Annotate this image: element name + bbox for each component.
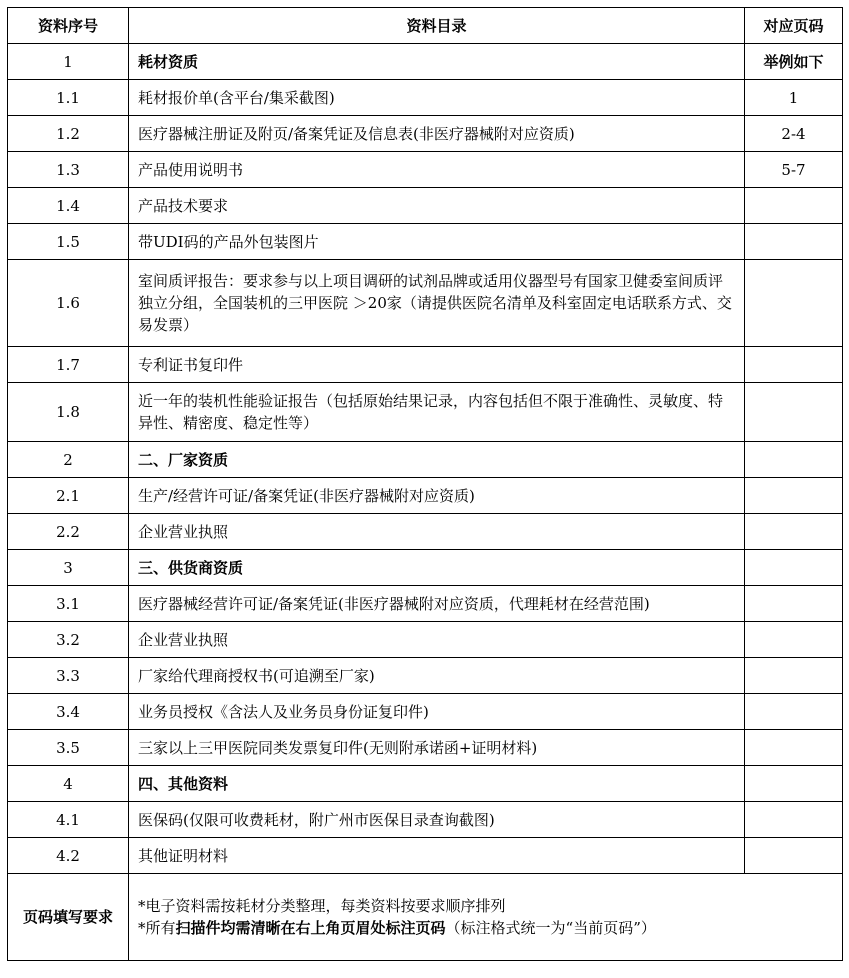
row-number: 4.2	[8, 838, 129, 874]
row-page	[745, 478, 843, 514]
row-number: 1	[8, 44, 129, 80]
header-page-number: 对应页码	[745, 8, 843, 44]
table-row	[8, 694, 843, 730]
row-item: 企业营业执照	[129, 514, 745, 550]
row-page: 举例如下	[745, 44, 843, 80]
row-number: 3.3	[8, 658, 129, 694]
table-row	[8, 730, 843, 766]
row-number: 1.3	[8, 152, 129, 188]
row-number: 1.4	[8, 188, 129, 224]
page-number-requirement-notes	[129, 874, 843, 961]
table-row	[8, 347, 843, 383]
row-number: 1.2	[8, 116, 129, 152]
row-item: 医疗器械经营许可证/备案凭证(非医疗器械附对应资质，代理耗材在经营范围)	[129, 586, 745, 622]
row-item: 产品使用说明书	[129, 152, 745, 188]
table-row	[8, 80, 843, 116]
table-row	[8, 152, 843, 188]
table-row	[8, 383, 843, 442]
row-number: 3.5	[8, 730, 129, 766]
table-row	[8, 188, 843, 224]
row-number: 1.6	[8, 260, 129, 347]
row-number: 4	[8, 766, 129, 802]
row-item: 耗材报价单(含平台/集采截图)	[129, 80, 745, 116]
row-number: 1.7	[8, 347, 129, 383]
row-number: 1.5	[8, 224, 129, 260]
table-row	[8, 44, 843, 80]
row-item: 室间质评报告：要求参与以上项目调研的试剂品牌或适用仪器型号有国家卫健委室间质评独立分组，全国装机的三甲医院 ＞20家（请提供医院名清单及科室固定电话联系方式、交易发票）	[129, 260, 745, 347]
row-page	[745, 730, 843, 766]
row-page	[745, 224, 843, 260]
row-item: 厂家给代理商授权书(可追溯至厂家)	[129, 658, 745, 694]
note-line-2	[138, 917, 833, 939]
note-line-2-bold: 扫描件均需清晰在右上角页眉处标注页码	[175, 919, 446, 937]
note-line-1: *电子资料需按耗材分类整理，每类资料按要求顺序排列	[138, 897, 506, 915]
table-row	[8, 802, 843, 838]
row-page	[745, 658, 843, 694]
header-catalog: 资料目录	[129, 8, 745, 44]
note-line-2-prefix: *所有	[138, 919, 176, 937]
row-item: 四、其他资料	[129, 766, 745, 802]
row-item: 耗材资质	[129, 44, 745, 80]
row-page	[745, 347, 843, 383]
row-item: 企业营业执照	[129, 622, 745, 658]
row-number: 3.1	[8, 586, 129, 622]
row-number: 2.1	[8, 478, 129, 514]
row-page: 5-7	[745, 152, 843, 188]
row-page	[745, 442, 843, 478]
page-number-requirement-label: 页码填写要求	[8, 874, 129, 961]
table-row	[8, 260, 843, 347]
row-page	[745, 838, 843, 874]
row-item: 三家以上三甲医院同类发票复印件(无则附承诺函+证明材料)	[129, 730, 745, 766]
table-row	[8, 586, 843, 622]
row-item: 其他证明材料	[129, 838, 745, 874]
row-item: 带UDI码的产品外包装图片	[129, 224, 745, 260]
footer-row	[8, 874, 843, 961]
row-item: 生产/经营许可证/备案凭证(非医疗器械附对应资质)	[129, 478, 745, 514]
row-page	[745, 766, 843, 802]
row-item: 产品技术要求	[129, 188, 745, 224]
row-page: 2-4	[745, 116, 843, 152]
table-row	[8, 116, 843, 152]
row-number: 3.2	[8, 622, 129, 658]
table-header-row	[8, 8, 843, 44]
row-number: 2	[8, 442, 129, 478]
row-item: 医保码(仅限可收费耗材，附广州市医保目录查询截图)	[129, 802, 745, 838]
row-item: 业务员授权《含法人及业务员身份证复印件)	[129, 694, 745, 730]
row-number: 3	[8, 550, 129, 586]
note-line-2-suffix: （标注格式统一为“当前页码”）	[445, 919, 656, 937]
table-row	[8, 224, 843, 260]
row-item: 专利证书复印件	[129, 347, 745, 383]
table-row	[8, 442, 843, 478]
table-row	[8, 658, 843, 694]
row-page	[745, 260, 843, 347]
row-item: 近一年的装机性能验证报告（包括原始结果记录，内容包括但不限于准确性、灵敏度、特异性、精密度、稳定性等）	[129, 383, 745, 442]
table-row	[8, 550, 843, 586]
row-page	[745, 586, 843, 622]
table-row	[8, 622, 843, 658]
table-row	[8, 838, 843, 874]
materials-catalog-table	[7, 7, 843, 961]
row-number: 1.1	[8, 80, 129, 116]
row-page	[745, 514, 843, 550]
table-row	[8, 514, 843, 550]
row-item: 二、厂家资质	[129, 442, 745, 478]
row-page	[745, 802, 843, 838]
row-item: 三、供货商资质	[129, 550, 745, 586]
table-row	[8, 766, 843, 802]
row-number: 3.4	[8, 694, 129, 730]
document-page	[7, 7, 842, 961]
table-row	[8, 478, 843, 514]
row-page	[745, 550, 843, 586]
row-number: 1.8	[8, 383, 129, 442]
row-page: 1	[745, 80, 843, 116]
row-page	[745, 383, 843, 442]
row-page	[745, 188, 843, 224]
row-page	[745, 622, 843, 658]
row-page	[745, 694, 843, 730]
row-number: 4.1	[8, 802, 129, 838]
row-number: 2.2	[8, 514, 129, 550]
row-item: 医疗器械注册证及附页/备案凭证及信息表(非医疗器械附对应资质)	[129, 116, 745, 152]
header-serial-number: 资料序号	[8, 8, 129, 44]
